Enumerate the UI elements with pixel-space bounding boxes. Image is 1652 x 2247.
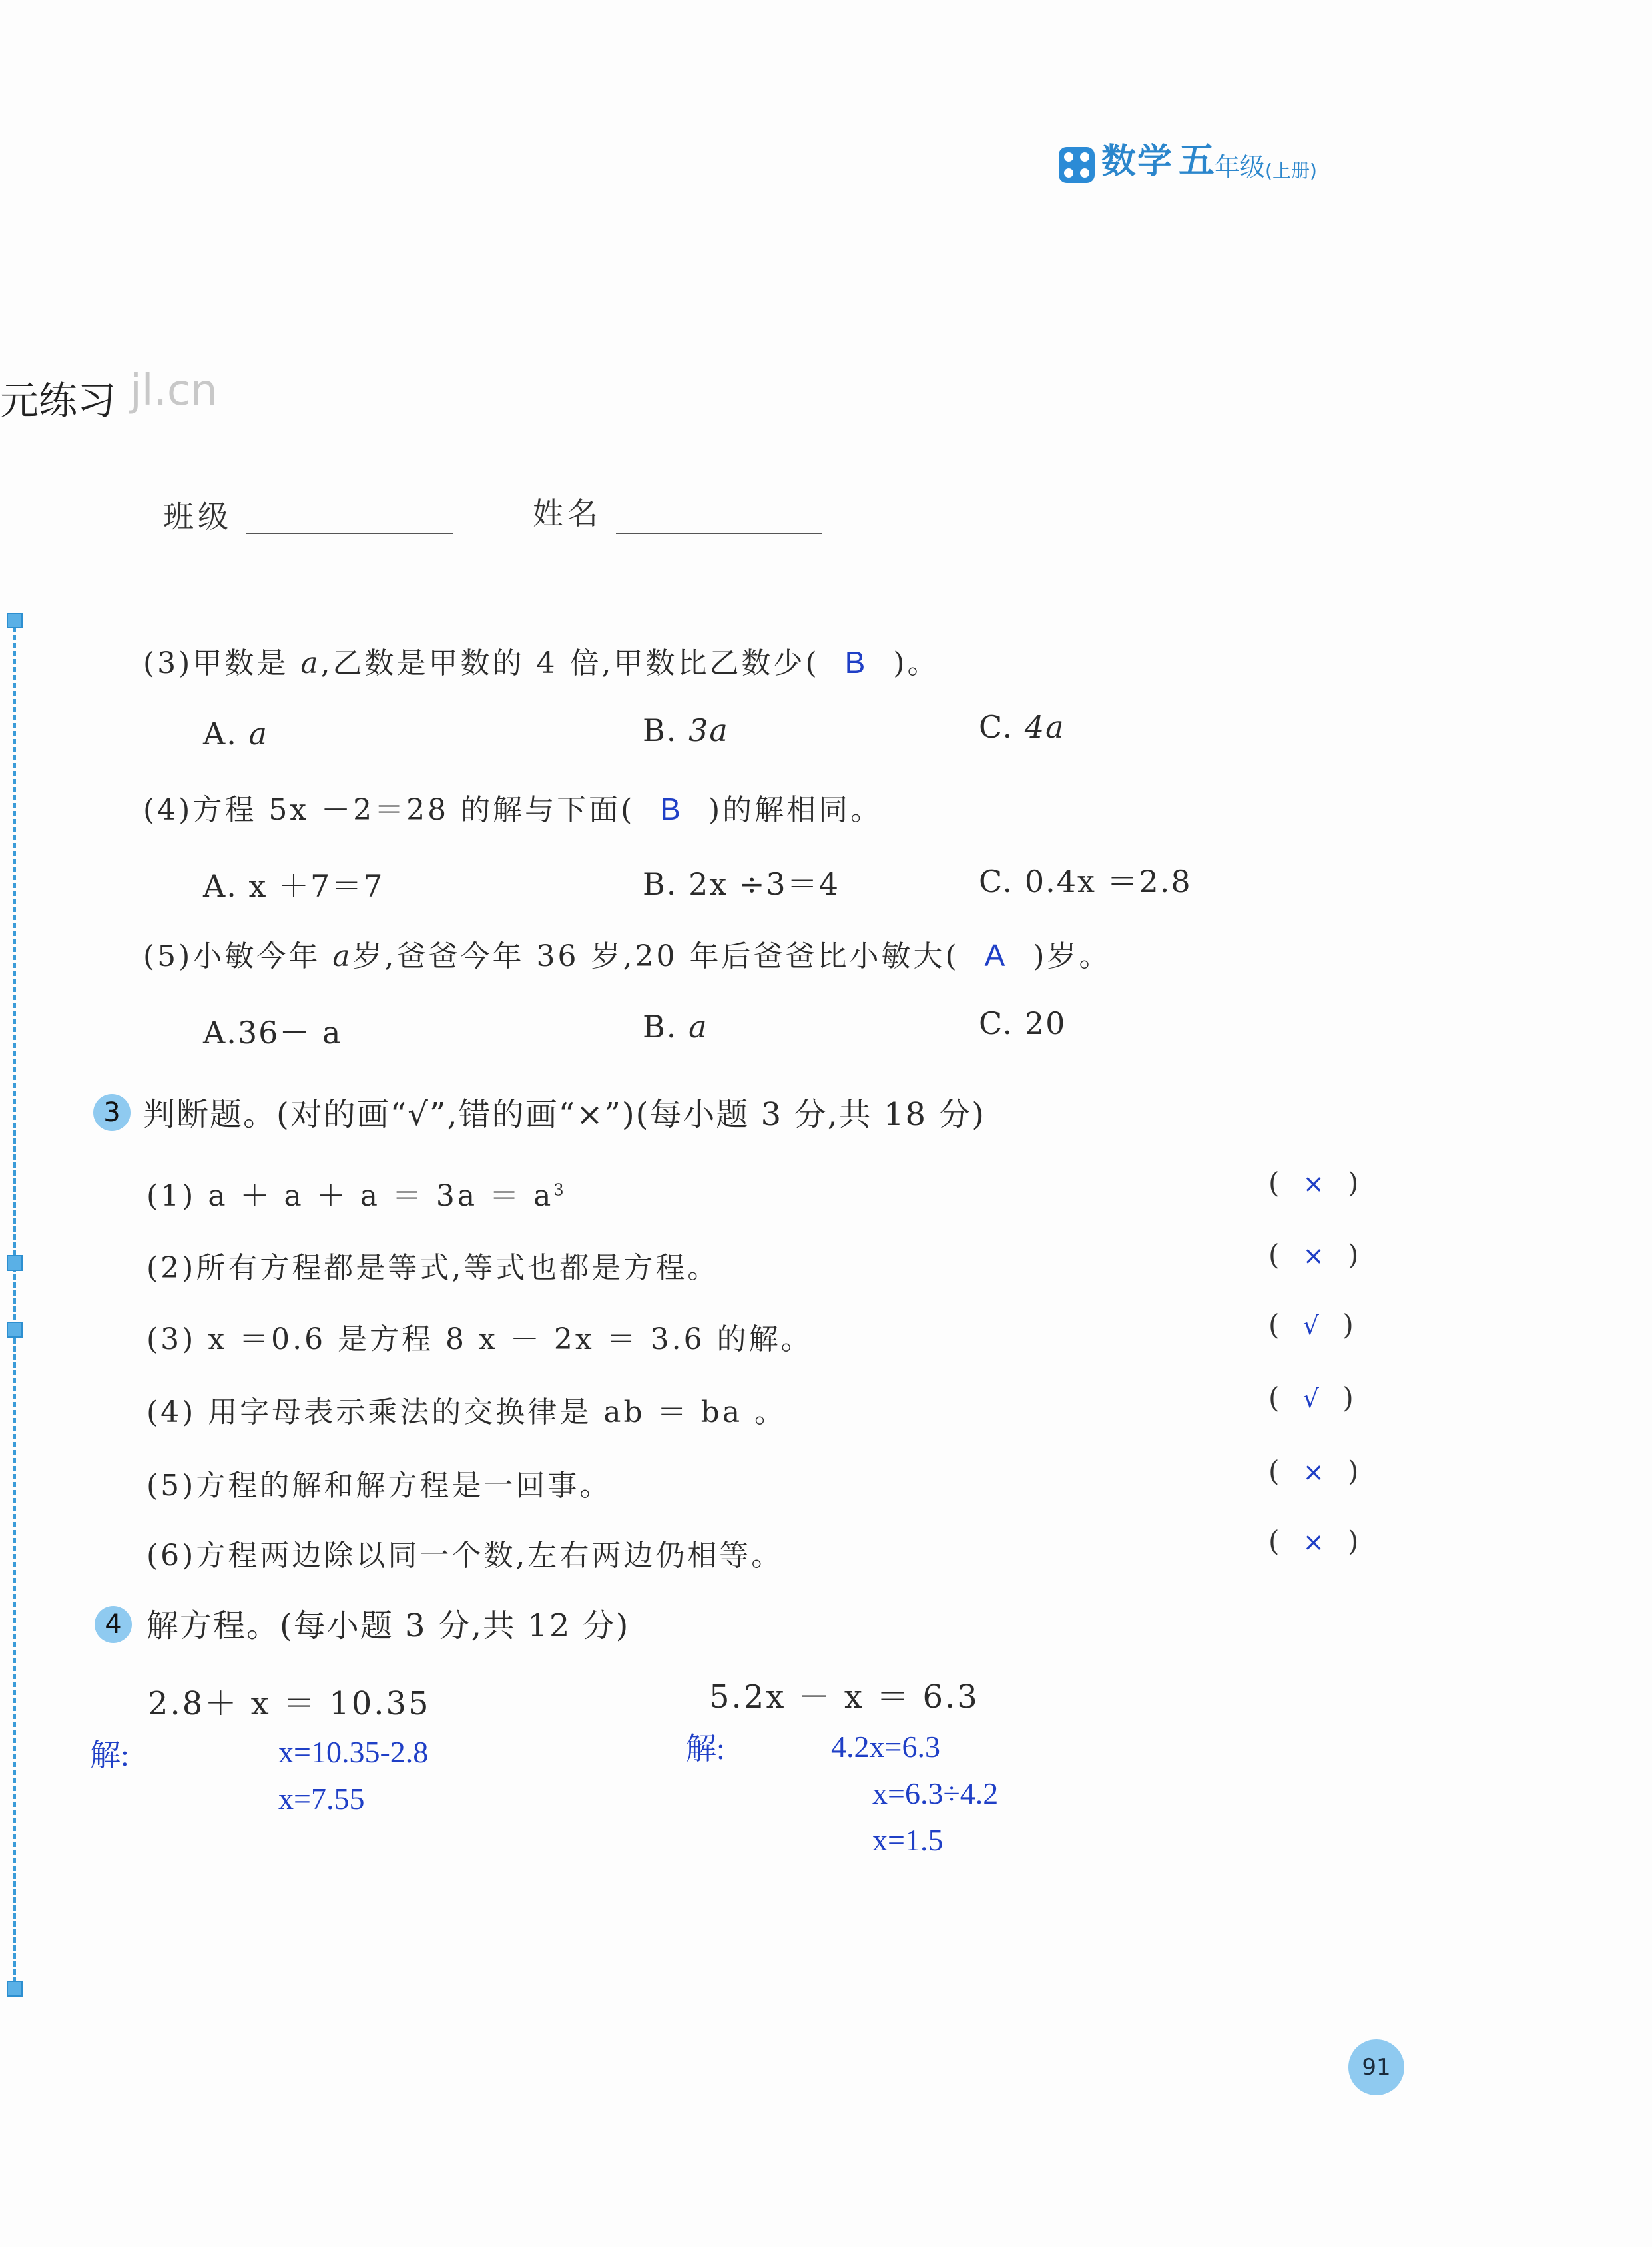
brand-header	[1059, 136, 1317, 183]
equation-1: 2.8＋ x ＝ 10.35	[148, 1685, 431, 1722]
question-4: (4)方程 5x －2＝28 的解与下面( B )的解相同。	[143, 792, 883, 827]
judge-item-5: (5)方程的解和解方程是一回事。	[146, 1469, 612, 1503]
class-label: 班级	[163, 499, 232, 535]
name-field[interactable]	[616, 533, 822, 534]
solve-label-2: 解:	[686, 1732, 725, 1766]
brand-subject: 数学	[1101, 142, 1174, 182]
section-3-title: 判断题。(对的画“√”,错的画“×”)(每小题 3 分,共 18 分)	[143, 1096, 986, 1133]
solution-step: x=7.55	[278, 1782, 365, 1816]
class-field[interactable]	[246, 533, 453, 534]
judge-mark-1: ( × )	[1268, 1166, 1359, 1199]
judge-item-6: (6)方程两边除以同一个数,左右两边仍相等。	[146, 1539, 784, 1573]
brand-volume: (上册)	[1265, 160, 1317, 182]
option-a: A. x ＋7＝7	[203, 868, 384, 904]
solve-label-1: 解:	[90, 1738, 129, 1772]
answer-5: A	[984, 938, 1008, 973]
brand-logo-icon	[1059, 147, 1095, 183]
option-b: B. a	[643, 1009, 708, 1045]
option-a: A.36－ a	[203, 1015, 342, 1051]
section-3-number: 3	[93, 1094, 131, 1131]
answer-4: B	[660, 792, 683, 826]
judge-item-3: (3) x ＝0.6 是方程 8 x － 2x ＝ 3.6 的解。	[146, 1322, 813, 1356]
judge-mark-4: ( √ )	[1268, 1381, 1354, 1414]
judge-mark-6: ( × )	[1268, 1525, 1359, 1557]
judge-mark-2: ( × )	[1268, 1238, 1359, 1271]
binding-line	[13, 619, 16, 1991]
section-4-number: 4	[95, 1606, 132, 1643]
solution-step: x=6.3÷4.2	[872, 1776, 999, 1810]
binding-marker	[7, 1255, 23, 1271]
page-title: 元练习	[0, 378, 117, 423]
equation-2: 5.2x － x ＝ 6.3	[709, 1678, 979, 1716]
binding-marker	[7, 1981, 23, 1997]
option-a: A. a	[203, 716, 268, 752]
binding-marker	[7, 613, 23, 628]
judge-item-1: (1) $a + a + a = 3a = a^3$	[146, 1179, 567, 1213]
judge-mark-5: ( × )	[1268, 1455, 1359, 1487]
option-c: C. 4a	[979, 709, 1065, 745]
page-number: 91	[1348, 2039, 1404, 2095]
brand-level: 年级	[1215, 152, 1266, 182]
solution-step: 4.2x=6.3	[831, 1730, 940, 1764]
name-label: 姓名	[533, 495, 602, 531]
brand-grade: 五	[1179, 138, 1215, 181]
option-c: C. 0.4x ＝2.8	[979, 864, 1192, 899]
judge-item-4: (4) 用字母表示乘法的交换律是 ab ＝ ba 。	[146, 1395, 787, 1429]
judge-mark-3: ( √ )	[1268, 1308, 1354, 1341]
option-c: C. 20	[979, 1005, 1067, 1041]
binding-marker	[7, 1322, 23, 1338]
watermark: jl.cn	[130, 366, 218, 415]
question-5: (5)小敏今年 a岁,爸爸今年 36 岁,20 年后爸爸比小敏大( A )岁。	[143, 938, 1111, 973]
option-b: B. 3a	[643, 712, 729, 748]
judge-item-2: (2)所有方程都是等式,等式也都是方程。	[146, 1251, 720, 1285]
question-3: (3)甲数是 a,乙数是甲数的 4 倍,甲数比乙数少( B )。	[143, 645, 940, 680]
solution-step: x=1.5	[872, 1823, 944, 1857]
answer-3: B	[844, 645, 868, 680]
section-4-title: 解方程。(每小题 3 分,共 12 分)	[146, 1607, 630, 1644]
solution-step: x=10.35-2.8	[278, 1735, 429, 1769]
option-b: B. 2x ÷3＝4	[643, 866, 840, 902]
